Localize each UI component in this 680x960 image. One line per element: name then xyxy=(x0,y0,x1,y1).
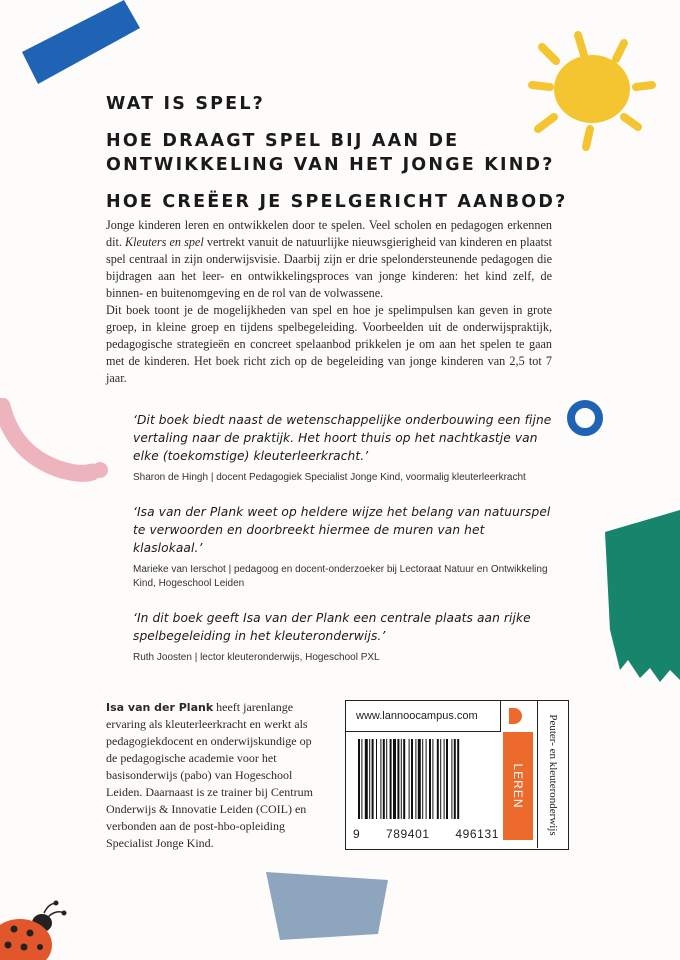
endorsement-quote xyxy=(133,411,553,485)
intro-paragraph-2: Dit boek toont je de mogelijkheden van spel en hoe je spelimpulsen kan geven in grote groep, in kleine groep en tijdens spelbegeleiding. Voorbeelden uit de onderwijspraktijk, pedagogische strategieën en concreet spelaanbod prikkelen je om aan het spelen te gaan met de kinderen. Het boek richt zich op de begeleiding van jonge kinderen van 2,5 tot 7 jaar. xyxy=(106,303,552,385)
quote-text: ‘In dit boek geeft Isa van der Plank een centrale plaats aan rijke spelbegeleiding in het kleuteronderwijs.’ xyxy=(133,611,531,643)
publisher-logo-icon xyxy=(506,706,526,726)
blue-ring-shape xyxy=(565,398,605,438)
endorsements xyxy=(133,411,553,683)
quote-source: Marieke van Ierschot | pedagoog en docent-onderzoeker bij Lectoraat Natuur en Ontwikkeling Kind, Hogeschool Leiden xyxy=(133,564,548,589)
author-bio xyxy=(106,699,321,852)
quote-text: ‘Isa van der Plank weet op heldere wijze het belang van natuurspel te verwoorden en doorbreekt hiermee de muren van het klaslokaal.’ xyxy=(133,505,551,555)
ladybug-icon xyxy=(0,895,70,960)
publisher-url: www.lannoocampus.com xyxy=(346,701,501,732)
intro-paragraph-1: Jonge kinderen leren en ontwikkelen door te spelen. Veel scholen en pedagogen erkennen dit. Kleuters en spel vertrekt vanuit de natuurlijke nieuwsgierigheid van kinderen en plaatst spel centraal in zijn onderwijsvisie. Daarbij zijn er drie spelondersteunende pedagogen die bijdragen aan het leer- en ontwikkelingsproces van jonge kinderen: het kind zelf, de binnen- en buitenomgeving en de rol van de volwassene. xyxy=(106,218,552,300)
book-title: Kleuters en spel xyxy=(125,235,204,249)
category-label: Peuter- en kleuteronderwijs xyxy=(537,701,568,848)
intro-text xyxy=(106,217,552,387)
heading-question-2: HOE DRAAGT SPEL BIJ AAN DE ONTWIKKELING VAN HET JONGE KIND? xyxy=(106,131,555,175)
quote-source: Ruth Joosten | lector kleuteronderwijs, Hogeschool PXL xyxy=(133,652,380,663)
heading-question-1: WAT IS SPEL? xyxy=(106,94,266,114)
author-name: Isa van der Plank xyxy=(106,701,214,714)
pink-curve-shape xyxy=(0,398,115,493)
isbn-barcode xyxy=(354,739,500,825)
quote-text: ‘Dit boek biedt naast de wetenschappelijke onderbouwing een fijne vertaling naar de praktijk. Het hoort thuis op het nachtkastje van elke (toekomstige) kleuterleerkracht.’ xyxy=(133,413,552,463)
blue-stripe-shape xyxy=(0,0,150,100)
heading-question-3: HOE CREËER JE SPELGERICHT AANBOD? xyxy=(106,192,568,212)
quote-source: Sharon de Hingh | docent Pedagogiek Specialist Jonge Kind, voormalig kleuterleerkracht xyxy=(133,472,526,483)
isbn-number: 9 789401 496131 xyxy=(353,827,499,841)
publisher-box xyxy=(345,700,569,850)
cover-questions xyxy=(106,92,626,227)
slate-shape xyxy=(262,868,392,943)
author-bio-text: heeft jarenlange ervaring als kleuterleerkracht en werkt als pedagogiekdocent en onderwijskundige op de pedagogische academie voor het basisonderwijs (pabo) van Hogeschool Leiden. Daarnaast is ze trainer bij Centrum Onderwijs & Innovatie Leiden (COIL) en verbonden aan de post-hbo-opleiding Specialist Jonge Kind. xyxy=(106,700,313,850)
endorsement-quote xyxy=(133,503,553,591)
series-label: LEREN xyxy=(503,732,533,840)
green-flag-shape xyxy=(600,510,680,685)
endorsement-quote xyxy=(133,609,553,665)
